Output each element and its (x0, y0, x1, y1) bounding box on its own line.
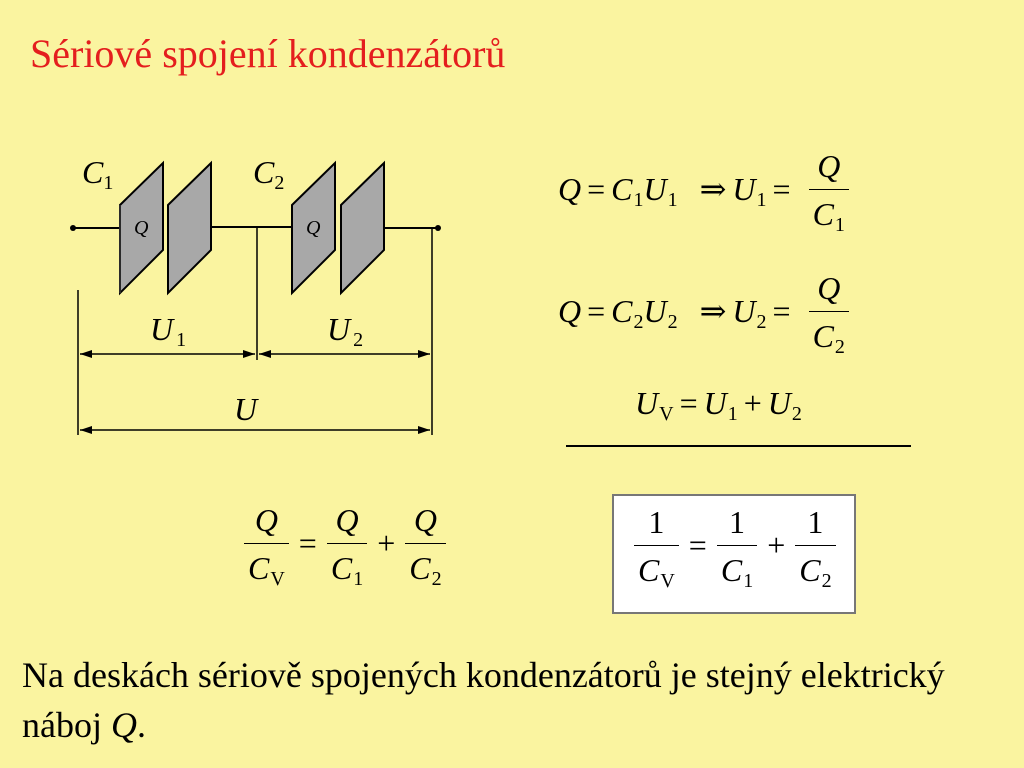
u1-label: U 1 (150, 311, 187, 351)
c1-label: C1 (82, 154, 114, 194)
c2-charge-label: Q (306, 217, 321, 239)
equation-u1: $Q = C_1U_1$ ⇒ $U_1$ = $\frac{Q}{C_1}$ (558, 148, 853, 237)
divider-line (566, 445, 911, 447)
c2-label: C2 (253, 154, 285, 194)
equation-voltage-sum: $U_V = U_1 + U_2$ (635, 385, 802, 425)
caption-text: Na deskách sériově spojených kondenzátorů je stejný elektrický náboj Q. (22, 655, 945, 745)
c2-plate-right (341, 163, 384, 293)
c1-charge-label: Q (134, 217, 149, 239)
equation-charge-sum: $\frac{Q}{C_V}$ = $\frac{Q}{C_1}$ + $\frac{Q}{C_2}$ (240, 502, 450, 591)
fraction-q-over-c2: $\frac{Q}{C_2}$ (809, 270, 849, 359)
caption-symbol: Q (110, 705, 137, 745)
u-total-label: U (234, 391, 258, 427)
equation-u2: $Q = C_2U_2$ ⇒ $U_2$ = $\frac{Q}{C_2}$ (558, 270, 853, 359)
terminal-left (70, 225, 76, 231)
result-formula-box (612, 494, 856, 614)
fraction-q-over-c1: $\frac{Q}{C_1}$ (809, 148, 849, 237)
c1-plate-right (168, 163, 211, 293)
equation-capacitance-series: $\frac{1}{C_V}$ = $\frac{1}{C_1}$ + $\frac{1}{C_2}$ (630, 504, 840, 593)
u2-label: U 2 (327, 311, 364, 351)
terminal-right (435, 225, 441, 231)
slide-title: Sériové spojení kondenzátorů (30, 31, 506, 76)
